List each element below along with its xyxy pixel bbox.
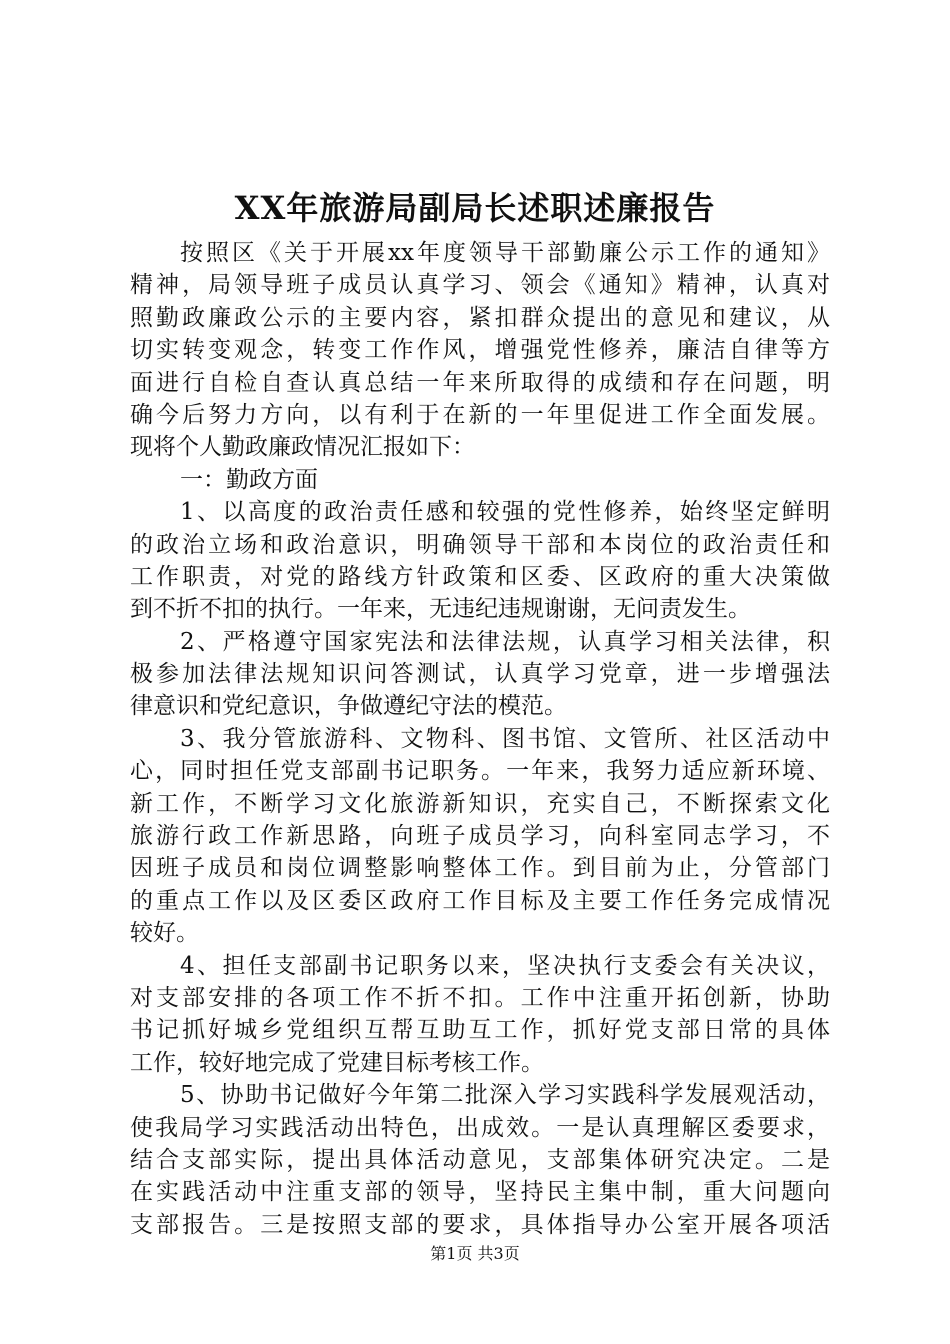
body-text-line: 面进行自检自查认真总结一年来所取得的成绩和存在问题，明 [130,369,830,396]
body-text-line: 现将个人勤政廉政情况汇报如下： [130,434,475,461]
body-text-line: 对支部安排的各项工作不折不扣。工作中注重开拓创新，协助 [130,984,830,1011]
body-text-line: 切实转变观念，转变工作作风，增强党性修养，廉洁自律等方 [130,337,830,364]
document-body [130,237,830,1241]
body-text-line: 结合支部实际，提出具体活动意见，支部集体研究决定。二是 [130,1146,830,1173]
body-text-line: 使我局学习实践活动出特色，出成效。一是认真理解区委要求， [130,1114,830,1141]
body-text-line: 的重点工作以及区委区政府工作目标及主要工作任务完成情况 [130,887,830,914]
body-text-line: 在实践活动中注重支部的领导，坚持民主集中制，重大问题向 [130,1179,830,1206]
body-text-line: 一：勤政方面 [180,466,318,493]
body-text-line: 书记抓好城乡党组织互帮互助互工作，抓好党支部日常的具体 [130,1017,830,1044]
body-text-line: 的政治立场和政治意识，明确领导干部和本岗位的政治责任和 [130,531,830,558]
body-text-line: 5、协助书记做好今年第二批深入学习实践科学发展观活动， [180,1082,830,1109]
body-text-line: 到不折不扣的执行。一年来，无违纪违规谢谢，无问责发生。 [130,596,751,623]
body-text-line: 因班子成员和岗位调整影响整体工作。到目前为止，分管部门 [130,855,830,882]
body-text-line: 极参加法律法规知识问答测试，认真学习党章，进一步增强法 [130,661,830,688]
body-text-line: 律意识和党纪意识，争做遵纪守法的模范。 [130,693,567,720]
body-text-line: 工作职责，对党的路线方针政策和区委、区政府的重大决策做 [130,563,830,590]
body-text-line: 支部报告。三是按照支部的要求，具体指导办公室开展各项活 [130,1211,830,1238]
body-text-line: 按照区《关于开展xx年度领导干部勤廉公示工作的通知》 [180,240,830,266]
body-text-line: 3、我分管旅游科、文物科、图书馆、文管所、社区活动中 [180,725,830,752]
page-number-footer: 第1页 共3页 [430,1244,520,1263]
body-text-line: 工作，较好地完成了党建目标考核工作。 [130,1049,544,1076]
body-text-line: 精神，局领导班子成员认真学习、领会《通知》精神，认真对 [130,272,830,299]
document-title: XX年旅游局副局长述职述廉报告 [234,189,716,227]
body-text-line: 旅游行政工作新思路，向班子成员学习，向科室同志学习，不 [130,823,830,850]
body-text-line: 1、以高度的政治责任感和较强的党性修养，始终坚定鲜明 [180,499,830,526]
body-text-line: 心，同时担任党支部副书记职务。一年来，我努力适应新环境、 [130,758,830,785]
body-text-line: 新工作，不断学习文化旅游新知识，充实自己，不断探索文化 [130,790,830,817]
body-text-line: 4、担任支部副书记职务以来，坚决执行支委会有关决议， [180,952,830,979]
body-text-line: 较好。 [130,920,199,947]
body-text-line: 确今后努力方向，以有利于在新的一年里促进工作全面发展。 [130,401,830,428]
body-text-line: 照勤政廉政公示的主要内容，紧扣群众提出的意见和建议，从 [130,304,830,331]
body-text-line: 2、严格遵守国家宪法和法律法规，认真学习相关法律，积 [180,628,830,655]
